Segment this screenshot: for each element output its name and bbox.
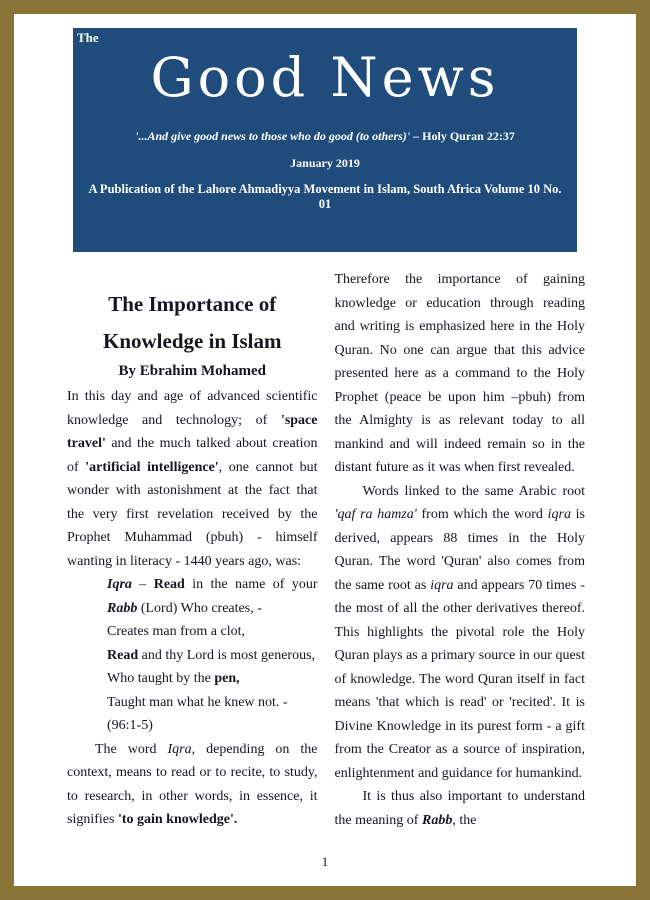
right-column <box>335 268 586 832</box>
quote-text: '...And give good news to those who do good (to others)' <box>135 129 411 143</box>
masthead <box>73 28 577 252</box>
text-run: and the much talked about creation of <box>67 436 318 475</box>
verse-line <box>107 573 318 620</box>
text-run: , one cannot but wonder with astonishment at the fact that the very first revelation received by the Prophet Muhammad (pbuh) - himself wanting in literacy - 1440 years ago, was: <box>67 459 318 569</box>
text-run: Iqra, <box>167 741 196 757</box>
text-run: – <box>131 577 154 592</box>
text-run: Creates man from a clot, <box>107 624 246 639</box>
paragraph <box>67 738 318 832</box>
paragraph <box>335 785 586 832</box>
text-run: in the name of your <box>184 577 318 592</box>
quote-attribution: – Holy Quran 22:37 <box>410 129 515 143</box>
masthead-title: Good News <box>150 46 500 109</box>
text-run: and thy Lord is most generous, <box>138 647 316 663</box>
text-run: iqra <box>547 507 571 522</box>
text-run: Who taught by the <box>107 671 215 686</box>
article-title <box>67 286 318 360</box>
left-column-text <box>67 385 318 832</box>
paragraph <box>335 480 586 786</box>
text-run: Therefore the importance of gaining knowledge or education through reading and writing is emphasized here in the Holy Quran. No one can argue that this advice presented here as a command to the Holy Prophet (peace be upon him –pbuh) from the Almighty is as relevant today to all mankind and will indeed remain so in the distant future as it was when first revealed. <box>334 272 585 475</box>
text-run: In this day and age of advanced scientific knowledge and technology; of <box>67 389 318 428</box>
newsletter-page <box>14 14 636 886</box>
text-run: pen, <box>214 671 240 686</box>
verse-line <box>107 691 318 715</box>
article-title-line2: Knowledge in Islam <box>102 329 282 353</box>
text-run: is derived, appears 88 times in the Holy Quran. The word 'Quran' also comes from the same root as <box>334 507 585 593</box>
article-title-line1: The Importance of <box>108 292 277 316</box>
text-run: iqra <box>430 577 454 593</box>
text-run: (96:1-5) <box>107 718 153 733</box>
masthead-kicker: The <box>77 30 99 45</box>
text-run: 'artificial intelligence' <box>85 459 219 475</box>
text-run: Read <box>153 577 185 592</box>
masthead-publication-line: A Publication of the Lahore Ahmadiyya Movement in Islam, South Africa Volume 10 No. 01 <box>88 181 562 212</box>
text-run: Read <box>107 647 139 663</box>
text-run: , the <box>452 812 477 828</box>
verse-line <box>107 644 318 668</box>
text-run: Rabb <box>421 812 453 828</box>
text-run: depending on the context, means to read or to recite, to study, to research, in other words, in essence, it signifies <box>67 741 318 827</box>
text-run: Rabb <box>107 600 138 616</box>
text-run: 'to gain knowledge'. <box>117 812 238 827</box>
text-run: It is thus also important to understand the meaning of <box>334 789 585 828</box>
text-run: Words linked to the same Arabic root <box>362 483 585 499</box>
verse-line <box>107 714 318 738</box>
paragraph <box>67 385 318 573</box>
article-byline: By Ebrahim Mohamed <box>118 363 266 379</box>
text-run: from which the word <box>416 507 548 522</box>
right-column-text <box>335 268 586 832</box>
text-run: and appears 70 times - the most of all the other derivatives thereof. This highlights the pivotal role the Holy Quran plays as a primary source in our quest of knowledge. The word Quran itself in fact means 'that which is read' or 'recited'. It is Divine Knowledge in its purest form - a gift from the Creator as a source of inspiration, enlightenment and guidance for humankind. <box>334 577 585 781</box>
text-run: Taught man what he knew not. - <box>107 694 288 710</box>
verse-line <box>107 620 318 644</box>
article-body <box>67 268 585 832</box>
text-run: Iqra <box>107 577 132 592</box>
left-column <box>67 268 318 832</box>
masthead-date: January 2019 <box>290 156 360 171</box>
text-run: The word <box>95 741 168 757</box>
page-number: 1 <box>321 854 329 869</box>
text-run: 'space travel' <box>67 412 318 451</box>
paragraph <box>335 268 586 480</box>
verse-line <box>107 667 318 691</box>
text-run: (Lord) Who creates, - <box>137 600 262 616</box>
text-run: 'qaf ra hamza' <box>334 507 417 522</box>
masthead-quote <box>91 129 559 143</box>
